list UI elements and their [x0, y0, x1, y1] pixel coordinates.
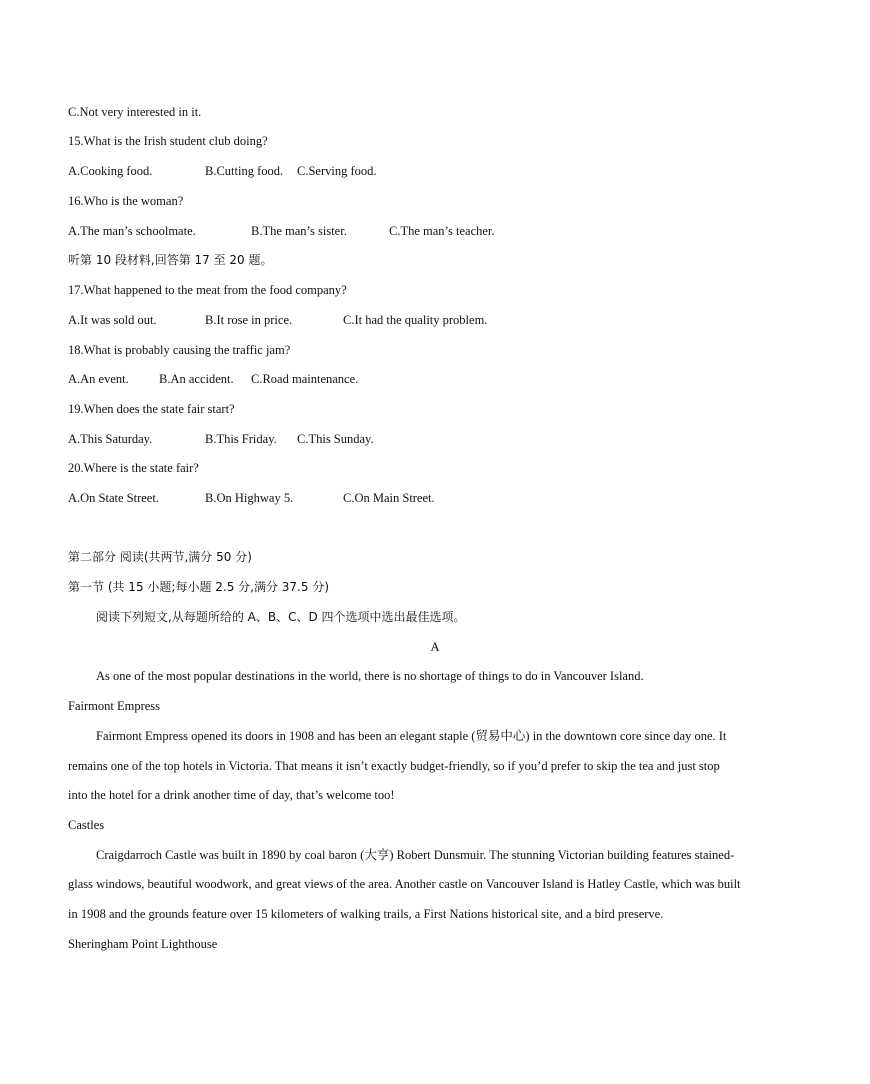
q15-option-b: B.Cutting food. — [205, 164, 284, 178]
q16-question: 16.Who is the woman? — [68, 194, 184, 208]
q20-option-c: C.On Main Street. — [343, 491, 435, 505]
q15-option-a: A.Cooking food. — [68, 164, 153, 178]
section1-title: 第一节 (共 15 小题;每小题 2.5 分,满分 37.5 分) — [68, 580, 329, 594]
q16-option-c: C.The man’s teacher. — [389, 224, 495, 238]
q17-question: 17.What happened to the meat from the food company? — [68, 283, 347, 297]
q19-option-c: C.This Sunday. — [297, 432, 374, 446]
q17-option-c: C.It had the quality problem. — [343, 313, 488, 327]
q16-option-a: A.The man’s schoolmate. — [68, 224, 196, 238]
paragraph-line: in 1908 and the grounds feature over 15 kilometers of walking trails, a First Nations historical site, and a bird preserve. — [68, 907, 664, 921]
q14-option-c: C.Not very interested in it. — [68, 105, 202, 119]
q18-option-a: A.An event. — [68, 372, 129, 386]
q20-option-b: B.On Highway 5. — [205, 491, 294, 505]
q18-option-b: B.An accident. — [159, 372, 234, 386]
q19-option-b: B.This Friday. — [205, 432, 277, 446]
paragraph-line: glass windows, beautiful woodwork, and great views of the area. Another castle on Vancouver Island is Hatley Castle, which was built — [68, 877, 741, 891]
q18-question: 18.What is probably causing the traffic jam? — [68, 343, 291, 357]
heading-castles: Castles — [68, 818, 105, 832]
paragraph-line: remains one of the top hotels in Victoria. That means it isn’t exactly budget-friendly, so if you’d prefer to skip the tea and just stop — [68, 759, 720, 773]
q19-question: 19.When does the state fair start? — [68, 402, 235, 416]
reading-instruction: 阅读下列短文,从每题所给的 A、B、C、D 四个选项中选出最佳选项。 — [96, 610, 466, 624]
q18-option-c: C.Road maintenance. — [251, 372, 359, 386]
passage-letter: A — [430, 640, 440, 654]
q17-option-b: B.It rose in price. — [205, 313, 293, 327]
q19-option-a: A.This Saturday. — [68, 432, 153, 446]
q15-question: 15.What is the Irish student club doing? — [68, 134, 268, 148]
q20-question: 20.Where is the state fair? — [68, 461, 199, 475]
heading-fairmont-empress: Fairmont Empress — [68, 699, 161, 713]
part2-title: 第二部分 阅读(共两节,满分 50 分) — [68, 550, 252, 564]
q16-option-b: B.The man’s sister. — [251, 224, 347, 238]
paragraph-line: Fairmont Empress opened its doors in 1908 and has been an elegant staple (贸易中心) in the downtown core since day one. It — [96, 729, 727, 743]
q17-option-a: A.It was sold out. — [68, 313, 157, 327]
heading-sheringham-lighthouse: Sheringham Point Lighthouse — [68, 937, 218, 951]
passage-intro: As one of the most popular destinations in the world, there is no shortage of things to do in Vancouver Island. — [96, 669, 644, 683]
listening-instruction: 听第 10 段材料,回答第 17 至 20 题。 — [68, 253, 273, 267]
paragraph-line: into the hotel for a drink another time of day, that’s welcome too! — [68, 788, 395, 802]
paragraph-line: Craigdarroch Castle was built in 1890 by coal baron (大亨) Robert Dunsmuir. The stunning Victorian building features stained- — [96, 848, 735, 862]
q15-option-c: C.Serving food. — [297, 164, 377, 178]
q20-option-a: A.On State Street. — [68, 491, 159, 505]
